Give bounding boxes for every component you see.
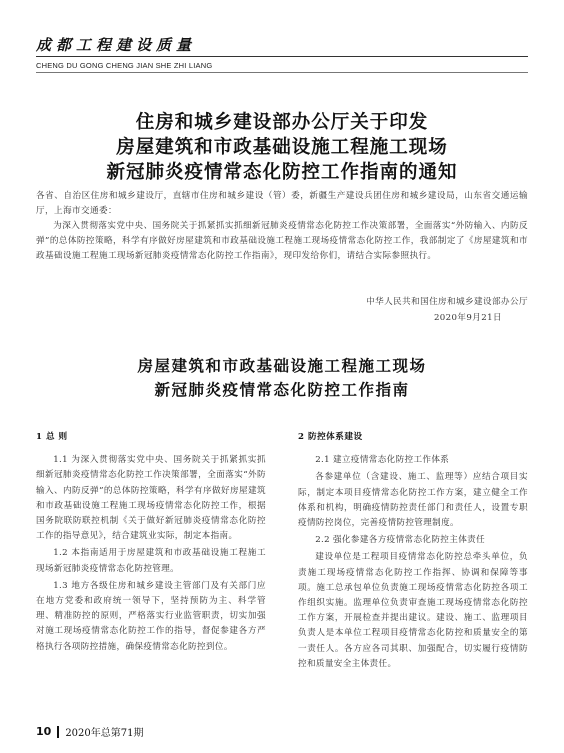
section-1-paragraph-2: 1.2 本指南适用于房屋建筑和市政基础设施工程施工现场新冠肺炎疫情常态化防控管理。 <box>36 548 266 574</box>
guide-title-line-1: 房屋建筑和市政基础设施工程施工现场 <box>137 356 427 375</box>
section-2-subheading-1: 2.1 建立疫情常态化防控工作体系 <box>315 455 450 466</box>
section-1-paragraph-1: 1.1 为深入贯彻落实党中央、国务院关于抓紧抓实抓细新冠肺炎疫情常态化防控工作决策部署，全面落实“外防输入、内防反弹”的总体防控策略，科学有序做好房屋建筑和市政基础设施工程施工现场疫情常态化防控工作，根据国务院联防联控机制《关于做好新冠肺炎疫情常态化防控工作的指导意见》，结合建筑业实际，制定本指南。 <box>36 455 266 542</box>
guide-title <box>40 354 524 402</box>
footer-divider <box>57 726 59 738</box>
notice-title-line-3: 新冠肺炎疫情常态化防控工作指南的通知 <box>106 162 458 183</box>
notice-date: 2020年9月21日 <box>433 313 502 323</box>
notice-body: 为深入贯彻落实党中央、国务院关于抓紧抓实抓细新冠肺炎疫情常态化防控工作决策部署，全面落实“外防输入、内防反弹”的总体防控策略，科学有序做好房屋建筑和市政基础设施工程施工现场疫情常态化防控工作，我部制定了《房屋建筑和市政基础设施工程施工现场新冠肺炎疫情常态化防控工作指南》，现印发给你们，请结合实际参照执行。 <box>36 221 528 261</box>
page-number: 10 <box>36 725 52 738</box>
section-2-paragraph-1: 各参建单位（含建设、施工、监理等）应结合项目实际，制定本项目疫情常态化防控工作方案，建立健全工作体系和机构，明确疫情防控责任部门和责任人，设置专职疫情防控岗位，完善疫情防控管理制度。 <box>298 472 528 529</box>
section-1-paragraph-3: 1.3 地方各级住房和城乡建设主管部门及有关部门应在地方党委和政府统一领导下，坚持预防为主、科学管理、精准防控的原则，严格落实行业监管职责，切实加强对施工现场疫情常态化防控工作的指导，督促参建各方严格执行各项防控措施，确保疫情常态化防控到位。 <box>36 580 266 652</box>
header-rule <box>36 56 528 57</box>
section-2-subheading-2: 2.2 强化参建各方疫情常态化防控主体责任 <box>315 535 486 546</box>
journal-header-title: 成都工程建设质量 <box>36 36 197 54</box>
journal-header-subtitle: CHENG DU GONG CHENG JIAN SHE ZHI LIANG <box>36 61 213 70</box>
section-2-paragraph-2: 建设单位是工程项目疫情常态化防控总牵头单位，负责施工现场疫情常态化防控工作指挥、协调和保障等事项。施工总承包单位负责施工现场疫情常态化防控各项工作组织实施。监理单位负责审查施工现场疫情常态化防控工作方案，开展检查并提出建议。建设、施工、监理项目负责人是本单位工程项目疫情常态化防控和质量安全的第一责任人。各方应各司其职、加强配合，切实履行疫情防控和质量安全主体责任。 <box>298 552 528 669</box>
notice-signer: 中华人民共和国住房和城乡建设部办公厅 <box>366 297 528 307</box>
guide-title-line-2: 新冠肺炎疫情常态化防控工作指南 <box>154 380 410 399</box>
notice-title-line-1: 住房和城乡建设部办公厅关于印发 <box>135 112 429 133</box>
column-left <box>36 430 266 657</box>
header-rule-secondary <box>36 72 528 73</box>
page-footer <box>36 724 144 739</box>
section-2-heading: 2 防控体系建设 <box>298 432 363 442</box>
issue-label: 2020年总第71期 <box>65 728 144 739</box>
column-right <box>298 430 528 674</box>
section-1-heading: 1 总 则 <box>36 432 68 442</box>
notice-recipients: 各省、自治区住房和城乡建设厅，直辖市住房和城乡建设（管）委，新疆生产建设兵团住房和城乡建设局，山东省交通运输厅，上海市交通委： <box>36 191 528 216</box>
notice-title <box>40 110 524 185</box>
notice-title-line-2: 房屋建筑和市政基础设施工程施工现场 <box>116 137 448 158</box>
